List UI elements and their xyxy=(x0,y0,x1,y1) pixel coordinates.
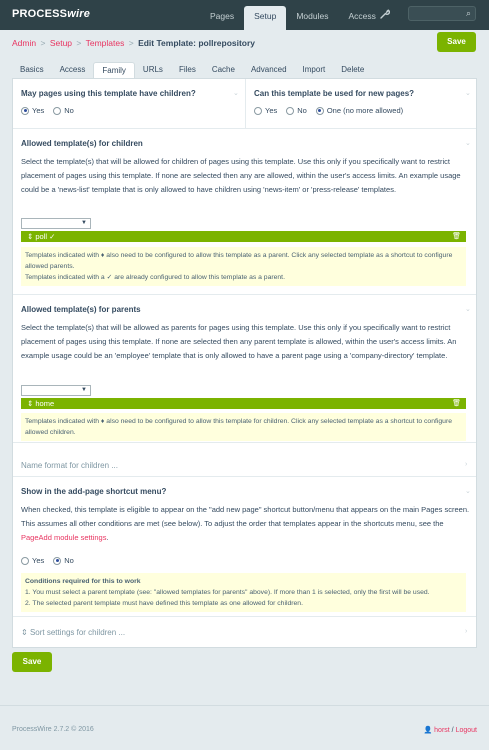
user-icon: 👤 xyxy=(423,727,433,734)
allowed-parents-section xyxy=(13,295,476,443)
collapse-chevron-icon[interactable]: ⌄ xyxy=(465,140,471,147)
shortcut-menu-title[interactable]: Show in the add-page shortcut menu? xyxy=(21,487,167,496)
save-button-top[interactable]: Save xyxy=(437,32,476,52)
processwire-logo[interactable] xyxy=(12,8,90,20)
sort-handle-icon[interactable]: ⇕ xyxy=(27,232,34,241)
nav-access[interactable]: Access xyxy=(348,11,376,21)
condition-item: 1. You must select a parent template (see: "allowed templates for parents" above). If more than 1 is selected, only the first will be used. xyxy=(25,589,430,596)
selected-child-label: poll ✓ xyxy=(35,232,56,241)
allowed-children-select[interactable] xyxy=(21,218,91,229)
collapse-chevron-icon[interactable]: ⌄ xyxy=(465,488,471,495)
pageadd-settings-link[interactable]: PageAdd module settings xyxy=(21,533,107,542)
sort-handle-icon[interactable]: ⇕ xyxy=(27,399,34,408)
collapse-chevron-icon[interactable]: ⌄ xyxy=(233,90,239,97)
radio-children-no[interactable] xyxy=(53,107,61,115)
conditions-title: Conditions required for this to work xyxy=(25,578,141,585)
tab-delete[interactable]: Delete xyxy=(341,65,365,74)
page-title: Edit Template: pollrepository xyxy=(138,38,256,48)
radio-children-yes[interactable] xyxy=(21,107,29,115)
sort-settings-label: Sort settings for children ... xyxy=(29,628,126,637)
note-line: Templates indicated with a ✓ are already configured to allow this template as a parent. xyxy=(25,274,285,281)
tab-urls[interactable]: URLs xyxy=(142,65,163,74)
nav-setup[interactable]: Setup xyxy=(244,6,286,30)
selected-child-template[interactable] xyxy=(21,231,466,242)
search-icon[interactable]: ⌕ xyxy=(465,8,471,18)
tab-cache[interactable]: Cache xyxy=(211,65,235,74)
top-navbar xyxy=(0,0,489,30)
radio-shortcut-yes[interactable] xyxy=(21,557,29,565)
note-line: Templates indicated with ♦ also need to be configured to allow this template as a parent. Click any selected template as a shortcut to configure allowed parents. xyxy=(25,252,453,270)
trash-icon[interactable]: 🗑 xyxy=(452,400,461,407)
allowed-children-section xyxy=(13,129,476,295)
breadcrumb-setup[interactable]: Setup xyxy=(49,38,73,48)
children-allowed-row xyxy=(13,79,476,129)
logo-sub-text: wire xyxy=(67,8,91,20)
expand-chevron-icon[interactable]: › xyxy=(465,628,468,635)
sort-icon: ⇕ xyxy=(21,628,28,637)
save-button-bottom[interactable]: Save xyxy=(12,652,52,672)
radio-label: No xyxy=(64,106,74,115)
footer-version: ProcessWire 2.7.2 © 2016 xyxy=(12,726,94,733)
children-allowed-options xyxy=(21,106,83,115)
radio-newpages-yes[interactable] xyxy=(254,107,262,115)
radio-label: One (no more allowed) xyxy=(326,106,404,115)
shortcut-conditions-note xyxy=(21,573,466,612)
condition-item: 2. The selected parent template must have defined this template as one allowed for children. xyxy=(25,600,303,607)
breadcrumb-templates[interactable]: Templates xyxy=(85,38,125,48)
breadcrumb-separator: > xyxy=(40,38,46,48)
sort-settings-title[interactable] xyxy=(21,628,125,637)
name-format-title[interactable]: Name format for children ... xyxy=(21,461,118,470)
collapse-chevron-icon[interactable]: ⌄ xyxy=(465,90,471,97)
column-divider xyxy=(245,79,246,129)
shortcut-description-end: . xyxy=(106,533,109,542)
wrench-icon[interactable] xyxy=(380,9,390,22)
nav-pages[interactable]: Pages xyxy=(210,11,235,21)
radio-label: No xyxy=(297,106,307,115)
expand-chevron-icon[interactable]: › xyxy=(465,461,468,468)
chevron-down-icon: ▼ xyxy=(81,220,87,226)
new-pages-options xyxy=(254,106,412,115)
footer xyxy=(0,705,489,750)
breadcrumb-separator: > xyxy=(76,38,82,48)
allowed-children-description: Select the template(s) that will be allowed for children of pages using this template. Use this only if you specifically want to restrict placement of pages using this template. If none are selected then any are allowed, within the user's access limits. An example usage could be a 'news-list' template that is only allowed to have children using 'news-item' or 'press-release' templates. xyxy=(21,157,461,194)
shortcut-menu-options xyxy=(21,556,83,565)
tab-import[interactable]: Import xyxy=(302,65,326,74)
trash-icon[interactable]: 🗑 xyxy=(452,233,461,240)
shortcut-description-text: When checked, this template is eligible to appear on the "add new page" shortcut button/menu that appears on the main Pages screen. This assumes all other conditions are met (see below). To adjust the order that templates appear in the shortcuts menu, see the xyxy=(21,505,470,528)
children-allowed-title[interactable]: May pages using this template have children? xyxy=(21,89,196,98)
main-nav xyxy=(200,6,386,30)
radio-label: No xyxy=(64,556,74,565)
user-profile-link[interactable]: horst xyxy=(434,727,450,734)
name-format-section[interactable] xyxy=(13,452,476,477)
radio-label: Yes xyxy=(265,106,278,115)
allowed-parents-note: Templates indicated with ♦ also need to be configured to allow this template for children. Click any selected template as a shortcut to configure allowed children. xyxy=(21,413,466,441)
tab-basics[interactable]: Basics xyxy=(20,65,44,74)
selected-parent-template[interactable] xyxy=(21,398,466,409)
breadcrumb-separator: > xyxy=(128,38,134,48)
radio-shortcut-no[interactable] xyxy=(53,557,61,565)
radio-newpages-no[interactable] xyxy=(286,107,294,115)
allowed-parents-description: Select the template(s) that will be allowed as parents for pages using this template. Use this only if you specifically want to restrict placement of pages using this template. If none are selected then any parent template is allowed, within the user's access limits. An example usage could be an 'employee' template that is only allowed to have a parent page using a 'company-directory' template. xyxy=(21,323,457,360)
search-input[interactable] xyxy=(408,6,476,21)
footer-user-links xyxy=(423,726,477,734)
allowed-children-title[interactable]: Allowed template(s) for children xyxy=(21,139,143,148)
allowed-parents-select[interactable] xyxy=(21,385,91,396)
allowed-parents-title[interactable]: Allowed template(s) for parents xyxy=(21,305,141,314)
footer-separator: / xyxy=(451,727,454,734)
shortcut-menu-description xyxy=(21,503,471,545)
tab-files[interactable]: Files xyxy=(178,65,196,74)
breadcrumb xyxy=(12,38,255,48)
radio-label: Yes xyxy=(32,556,45,565)
sort-settings-section[interactable] xyxy=(13,619,476,645)
allowed-children-note xyxy=(21,247,466,286)
template-tabs xyxy=(12,62,372,78)
logo-main-text: PROCESS xyxy=(12,8,68,20)
radio-newpages-one[interactable] xyxy=(316,107,324,115)
shortcut-menu-section xyxy=(13,477,476,617)
new-pages-title[interactable]: Can this template be used for new pages? xyxy=(254,89,415,98)
tab-access[interactable]: Access xyxy=(59,65,86,74)
breadcrumb-admin[interactable]: Admin xyxy=(12,38,37,48)
radio-label: Yes xyxy=(32,106,45,115)
nav-modules[interactable]: Modules xyxy=(296,11,329,21)
tab-family[interactable]: Family xyxy=(93,62,135,78)
collapse-chevron-icon[interactable]: ⌄ xyxy=(465,306,471,313)
chevron-down-icon: ▼ xyxy=(81,387,87,393)
logout-link[interactable]: Logout xyxy=(455,727,477,734)
selected-parent-label: home xyxy=(35,399,55,408)
tab-advanced[interactable]: Advanced xyxy=(250,65,287,74)
family-panel xyxy=(12,78,477,648)
